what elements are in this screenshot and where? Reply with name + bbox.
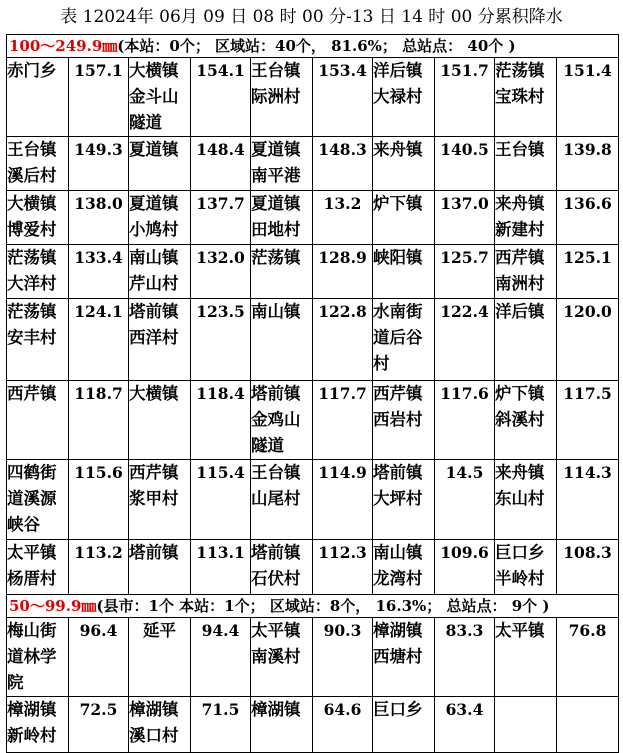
station-name: 南山镇龙湾村 [373,540,435,595]
section-summary: (县市：1个 本站：1个； 区域站：8个， 16.3%； 总站点： 9个 ) [96,597,550,615]
station-name: 西芹镇西岩村 [373,381,435,460]
table-row [7,191,619,245]
table-row [7,299,619,381]
station-name: 太平镇 [495,618,557,697]
station-name: 大横镇金斗山隧道 [129,58,191,137]
station-name: 洋后镇大禄村 [373,58,435,137]
rainfall-value: 137.0 [435,191,495,245]
station-name: 大横镇 [129,381,191,460]
table-title: 表 12024年 06月 09 日 08 时 00 分-13 日 14 时 00 分累积降水 [60,7,563,27]
station-name: 梅山街道林学院 [7,618,69,697]
rainfall-value: 148.3 [313,137,373,191]
station-name: 茫荡镇 [251,245,313,299]
station-name: 茫荡镇大洋村 [7,245,69,299]
station-name: 塔前镇 [129,540,191,595]
rainfall-value: 139.8 [557,137,619,191]
rainfall-value: 13.2 [313,191,373,245]
rainfall-value [557,697,619,753]
station-name: 炉下镇 [373,191,435,245]
rainfall-value: 96.4 [69,618,129,697]
station-name: 樟湖镇新岭村 [7,697,69,753]
section-header-100-249 [7,35,619,58]
station-name: 塔前镇大坪村 [373,460,435,540]
rainfall-value: 122.8 [313,299,373,381]
section-header-50-99 [7,595,619,618]
rainfall-value: 109.6 [435,540,495,595]
rainfall-value: 151.7 [435,58,495,137]
rainfall-value: 94.4 [191,618,251,697]
rainfall-value: 153.4 [313,58,373,137]
rainfall-value: 157.1 [69,58,129,137]
table-row [7,540,619,595]
rainfall-value: 112.3 [313,540,373,595]
rainfall-value: 90.3 [313,618,373,697]
rainfall-value: 115.4 [191,460,251,540]
rainfall-value: 123.5 [191,299,251,381]
rainfall-value: 128.9 [313,245,373,299]
table-row [7,618,619,697]
station-name: 巨口乡半岭村 [495,540,557,595]
station-name: 塔前镇金鸡山隧道 [251,381,313,460]
rainfall-value: 125.7 [435,245,495,299]
rainfall-value: 76.8 [557,618,619,697]
table-row [7,381,619,460]
section-range-label: 100～249.9㎜ [9,37,118,55]
table-row [7,697,619,753]
station-name [495,697,557,753]
station-name: 炉下镇斜溪村 [495,381,557,460]
station-name: 南山镇芹山村 [129,245,191,299]
rainfall-value: 122.4 [435,299,495,381]
rainfall-value: 14.5 [435,460,495,540]
rainfall-value: 114.9 [313,460,373,540]
station-name: 南山镇 [251,299,313,381]
station-name: 来舟镇东山村 [495,460,557,540]
station-name: 巨口乡 [373,697,435,753]
station-name: 樟湖镇 [251,697,313,753]
rainfall-value: 140.5 [435,137,495,191]
station-name: 茫荡镇宝珠村 [495,58,557,137]
station-name: 来舟镇新建村 [495,191,557,245]
station-name: 西芹镇南洲村 [495,245,557,299]
rainfall-value: 72.5 [69,697,129,753]
station-name: 王台镇山尾村 [251,460,313,540]
station-name: 樟湖镇西塘村 [373,618,435,697]
rainfall-value: 113.1 [191,540,251,595]
rainfall-value: 154.1 [191,58,251,137]
rainfall-value: 118.7 [69,381,129,460]
rainfall-value: 71.5 [191,697,251,753]
rainfall-value: 148.4 [191,137,251,191]
station-name: 洋后镇 [495,299,557,381]
rainfall-value: 114.3 [557,460,619,540]
table-row [7,58,619,137]
station-name: 王台镇溪后村 [7,137,69,191]
rainfall-value: 83.3 [435,618,495,697]
rainfall-value: 138.0 [69,191,129,245]
section-range-label: 50～99.9㎜ [9,597,97,615]
rainfall-value: 117.7 [313,381,373,460]
station-name: 塔前镇西洋村 [129,299,191,381]
station-name: 来舟镇 [373,137,435,191]
station-name: 四鹤街道溪源峡谷 [7,460,69,540]
station-name: 夏道镇小鸠村 [129,191,191,245]
table-row [7,245,619,299]
station-name: 王台镇际洲村 [251,58,313,137]
station-name: 塔前镇石伏村 [251,540,313,595]
rainfall-value: 132.0 [191,245,251,299]
precipitation-table [6,34,619,753]
rainfall-value: 117.6 [435,381,495,460]
station-name: 西芹镇浆甲村 [129,460,191,540]
rainfall-value: 133.4 [69,245,129,299]
rainfall-value: 64.6 [313,697,373,753]
station-name: 太平镇南溪村 [251,618,313,697]
rainfall-value: 115.6 [69,460,129,540]
station-name: 峡阳镇 [373,245,435,299]
rainfall-value: 118.4 [191,381,251,460]
station-name: 王台镇 [495,137,557,191]
rainfall-value: 120.0 [557,299,619,381]
rainfall-value: 136.6 [557,191,619,245]
rainfall-value: 63.4 [435,697,495,753]
station-name: 赤门乡 [7,58,69,137]
rainfall-value: 137.7 [191,191,251,245]
station-name: 夏道镇南平港 [251,137,313,191]
rainfall-value: 149.3 [69,137,129,191]
rainfall-value: 125.1 [557,245,619,299]
station-name: 夏道镇 [129,137,191,191]
section-summary: (本站：0个； 区域站：40个， 81.6%； 总站点： 40个 ) [117,37,516,55]
station-name: 茫荡镇安丰村 [7,299,69,381]
rainfall-value: 124.1 [69,299,129,381]
table-row [7,137,619,191]
rainfall-value: 151.4 [557,58,619,137]
rainfall-value: 113.2 [69,540,129,595]
station-name: 水南街道后谷村 [373,299,435,381]
station-name: 延平 [129,618,191,697]
rainfall-value: 117.5 [557,381,619,460]
station-name: 西芹镇 [7,381,69,460]
station-name: 大横镇博爱村 [7,191,69,245]
table-row [7,460,619,540]
rainfall-value: 108.3 [557,540,619,595]
station-name: 樟湖镇溪口村 [129,697,191,753]
station-name: 夏道镇田地村 [251,191,313,245]
station-name: 太平镇杨厝村 [7,540,69,595]
